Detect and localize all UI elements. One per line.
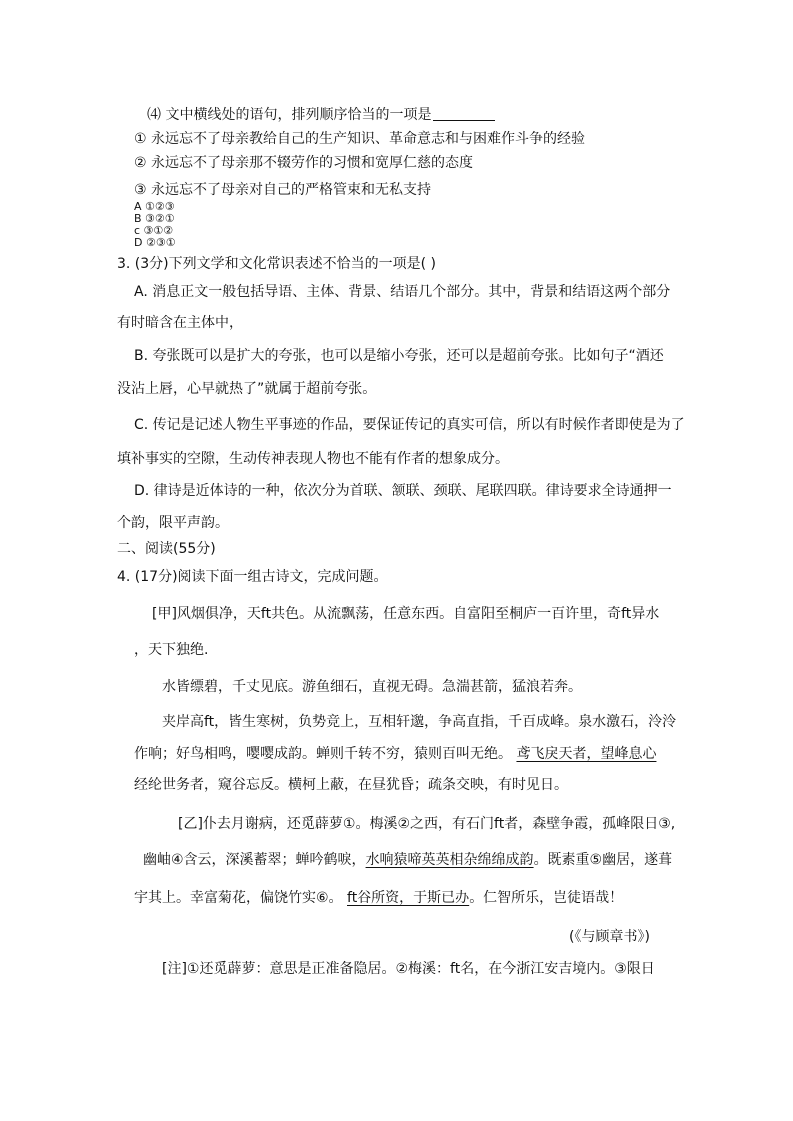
passage-jia-line3: 水皆缥碧，千丈见底。游鱼细石，直视无碍。急湍甚箭，猛浪若奔。 bbox=[162, 679, 582, 695]
question-4-stem: 4. (17分)阅读下面一组古诗文，完成问题。 bbox=[117, 569, 388, 585]
passage-jia-line6: 经纶世务者，窥谷忘反。横柯上蔽，在昼犹昏；疏条交映，有时见日。 bbox=[134, 777, 568, 793]
passage-jia-line1: [甲]风烟俱净，天ft共色。从流飘荡，任意东西。自富阳至桐庐一百许里，奇ft异水 bbox=[152, 606, 660, 622]
underlined-sentence: ft谷所资，于斯已办 bbox=[347, 890, 470, 906]
q3-option-c-line1: C. 传记是记述人物生平事迹的作品，要保证传记的真实可信，所以有时候作者即使是为了 bbox=[134, 417, 685, 433]
option-c: c ③①② bbox=[134, 224, 174, 237]
sequence-item-1: ① 永远忘不了母亲教给自己的生产知识、革命意志和与困难作斗争的经验 bbox=[134, 131, 585, 147]
sequence-item-2: ② 永远忘不了母亲那不辍劳作的习惯和宽厚仁慈的态度 bbox=[134, 155, 473, 171]
annotation-note: [注]①还觅薜萝：意思是正准备隐居。②梅溪：ft名，在今浙江安吉境内。③限日 bbox=[162, 961, 655, 977]
underlined-sentence: 鸢飞戾天者，望峰息心 bbox=[516, 746, 657, 762]
passage-jia-line4: 夹岸高ft，皆生寒树，负势竞上，互相轩邈，争高直指，千百成峰。泉水激石，泠泠 bbox=[162, 714, 677, 730]
option-d: D ②③① bbox=[134, 236, 176, 249]
passage-yi-line3: 宇其上。幸富菊花，偏饶竹实⑥。 ft谷所资，于斯已办。仁智所乐，岂徒语哉！ bbox=[134, 890, 624, 906]
option-b: B ③②① bbox=[134, 212, 175, 225]
q3-option-d-line1: D. 律诗是近体诗的一种，依次分为首联、颔联、颈联、尾联四联。律诗要求全诗通押一 bbox=[134, 483, 672, 499]
q3-option-a-line2: 有时暗含在主体中， bbox=[117, 315, 243, 331]
answer-blank bbox=[433, 106, 495, 121]
q3-option-b-line1: B. 夸张既可以是扩大的夸张，也可以是缩小夸张，还可以是超前夸张。比如句子“酒还 bbox=[134, 348, 664, 364]
source-citation: (《与顾章书》) bbox=[569, 929, 650, 945]
passage-yi-line2: 幽岫④含云，深溪蓄翠；蝉吟鹤唳，水响猿啼英英相杂绵绵成韵。既素重⑤幽居，遂葺 bbox=[143, 852, 673, 868]
section-title: 二、阅读(55分) bbox=[117, 541, 216, 557]
passage-jia-line5: 作响；好鸟相鸣，嘤嘤成韵。蝉则千转不穷，猿则百叫无绝。 鸢飞戾天者，望峰息心 bbox=[134, 746, 657, 762]
underlined-sentence: 水响猿啼英英相杂绵绵成韵 bbox=[365, 852, 534, 868]
passage-yi-line1: [乙]仆去月谢病，还觅薜萝①。梅溪②之西，有石门ft者，森壁争霞，孤峰限日③, bbox=[178, 816, 676, 832]
question-3-stem: 3. (3分)下列文学和文化常识表述不恰当的一项是( ) bbox=[117, 256, 437, 272]
q3-option-d-line2: 个韵，限平声韵。 bbox=[117, 515, 229, 531]
sequence-item-3: ③ 永远忘不了母亲对自己的严格管束和无私支持 bbox=[134, 182, 431, 198]
q3-option-c-line2: 填补事实的空隙，生动传神表现人物也不能有作者的想象成分。 bbox=[117, 451, 509, 467]
passage-jia-line2: ，天下独绝. bbox=[134, 642, 209, 658]
q3-option-a-line1: A. 消息正文一般包括导语、主体、背景、结语几个部分。其中，背景和结语这两个部分 bbox=[134, 284, 671, 300]
q3-option-b-line2: 没沾上唇，心早就热了”就属于超前夸张。 bbox=[117, 381, 377, 397]
option-a: A ①②③ bbox=[134, 200, 175, 213]
q4-sub-stem: ⑷ 文中横线处的语句，排列顺序恰当的一项是 bbox=[147, 106, 495, 124]
